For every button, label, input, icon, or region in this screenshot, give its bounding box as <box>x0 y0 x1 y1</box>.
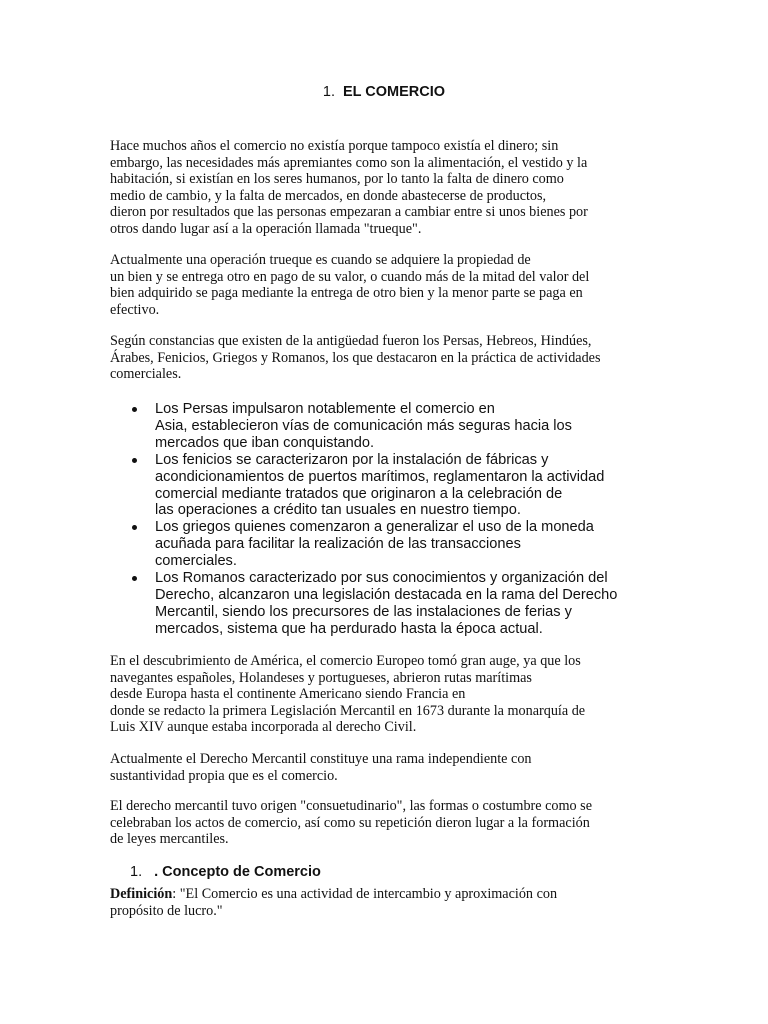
list-item-line: acuñada para facilitar la realización de las transacciones <box>155 536 521 553</box>
bullet-icon <box>132 576 137 581</box>
list-item-line: comercial mediante tratados que originaron a la celebración de <box>155 485 563 502</box>
paragraph-line: Árabes, Fenicios, Griegos y Romanos, los que destacaron en la práctica de actividades <box>110 349 601 366</box>
paragraph-line: embargo, las necesidades más apremiantes como son la alimentación, el vestido y la <box>110 154 588 171</box>
title-number: 1. <box>322 84 336 100</box>
list-item-line: Los griegos quienes comenzaron a generalizar el uso de la moneda <box>155 519 594 536</box>
list-item-line: comerciales. <box>155 553 237 570</box>
paragraph-line: de leyes mercantiles. <box>110 831 229 847</box>
paragraph-line: comerciales. <box>110 366 182 382</box>
list-item-line: Los Persas impulsaron notablemente el comercio en <box>155 401 495 417</box>
bullet-icon <box>132 407 137 412</box>
paragraph-line: bien adquirido se paga mediante la entrega de otro bien y la menor parte se paga en <box>110 285 583 301</box>
bullet-list <box>130 401 670 638</box>
list-item-line: Mercantil, siendo los precursores de las instalaciones de ferias y <box>155 603 572 620</box>
paragraph-1 <box>110 138 670 237</box>
list-item-line: mercados, sistema que ha perdurado hasta la época actual. <box>155 620 543 637</box>
paragraph-line: un bien y se entrega otro en pago de su valor, o cuando más de la mitad del valor del <box>110 268 590 285</box>
definition-line: propósito de lucro." <box>110 902 223 919</box>
paragraph-line: efectivo. <box>110 301 160 318</box>
definition-label: Definición <box>110 886 173 902</box>
definition-paragraph <box>110 886 670 919</box>
section-number: 1. <box>130 864 143 880</box>
list-item <box>130 570 670 638</box>
paragraph-line: Hace muchos años el comercio no existía porque tampoco existía el dinero; sin <box>110 138 559 154</box>
definition-text: : "El Comercio es una actividad de intercambio y aproximación con <box>172 886 558 902</box>
list-item <box>130 519 670 570</box>
paragraph-line: Luis XIV aunque estaba incorporada al derecho Civil. <box>110 719 417 735</box>
paragraph-line: dieron por resultados que las personas empezaran a cambiar entre si unos bienes por <box>110 204 588 220</box>
paragraph-line: Actualmente una operación trueque es cuando se adquiere la propiedad de <box>110 252 531 268</box>
page-title <box>0 84 768 100</box>
list-item-line: las operaciones a crédito tan usuales en nuestro tiempo. <box>155 502 521 519</box>
paragraph-line: Según constancias que existen de la antigüedad fueron los Persas, Hebreos, Hindúes, <box>110 333 592 349</box>
list-item-line: Asia, establecieron vías de comunicación más seguras hacia los <box>155 417 572 434</box>
paragraph-line: sustantividad propia que es el comercio. <box>110 767 338 784</box>
paragraph-line: Actualmente el Derecho Mercantil constituye una rama independiente con <box>110 751 532 767</box>
paragraph-6 <box>110 798 670 848</box>
list-item <box>130 452 670 520</box>
section-title: . Concepto de Comercio <box>154 864 321 880</box>
bullet-icon <box>132 458 137 463</box>
paragraph-line: donde se redacto la primera Legislación Mercantil en 1673 durante la monarquía de <box>110 702 586 719</box>
section-heading <box>130 864 321 880</box>
list-item-line: Los Romanos caracterizado por sus conocimientos y organización del <box>155 570 608 587</box>
list-item-line: Derecho, alcanzaron una legislación destacada en la rama del Derecho <box>155 586 618 603</box>
paragraph-4 <box>110 653 670 736</box>
paragraph-line: desde Europa hasta el continente Americano siendo Francia en <box>110 686 466 702</box>
title-text: EL COMERCIO <box>343 84 446 100</box>
paragraph-3 <box>110 333 670 383</box>
paragraph-5 <box>110 751 670 784</box>
paragraph-line: habitación, si existían en los seres humanos, por lo tanto la falta de dinero como <box>110 171 564 187</box>
list-item-line: acondicionamientos de puertos marítimos, reglamentaron la actividad <box>155 468 605 485</box>
paragraph-line: El derecho mercantil tuvo origen "consuetudinario", las formas o costumbre como se <box>110 798 592 814</box>
list-item <box>130 401 670 452</box>
definition-line <box>110 886 670 903</box>
paragraph-line: navegantes españoles, Holandeses y portugueses, abrieron rutas marítimas <box>110 669 532 686</box>
paragraph-line: medio de cambio, y la falta de mercados, en donde abastecerse de productos, <box>110 187 547 204</box>
list-item-line: Los fenicios se caracterizaron por la instalación de fábricas y <box>155 451 549 468</box>
paragraph-line: celebraban los actos de comercio, así como su repetición dieron lugar a la formación <box>110 814 590 831</box>
list-item-line: mercados que iban conquistando. <box>155 434 375 451</box>
paragraph-line: En el descubrimiento de América, el comercio Europeo tomó gran auge, ya que los <box>110 653 581 669</box>
paragraph-line: otros dando lugar así a la operación llamada "trueque". <box>110 220 422 237</box>
paragraph-2 <box>110 252 670 318</box>
bullet-icon <box>132 525 137 530</box>
